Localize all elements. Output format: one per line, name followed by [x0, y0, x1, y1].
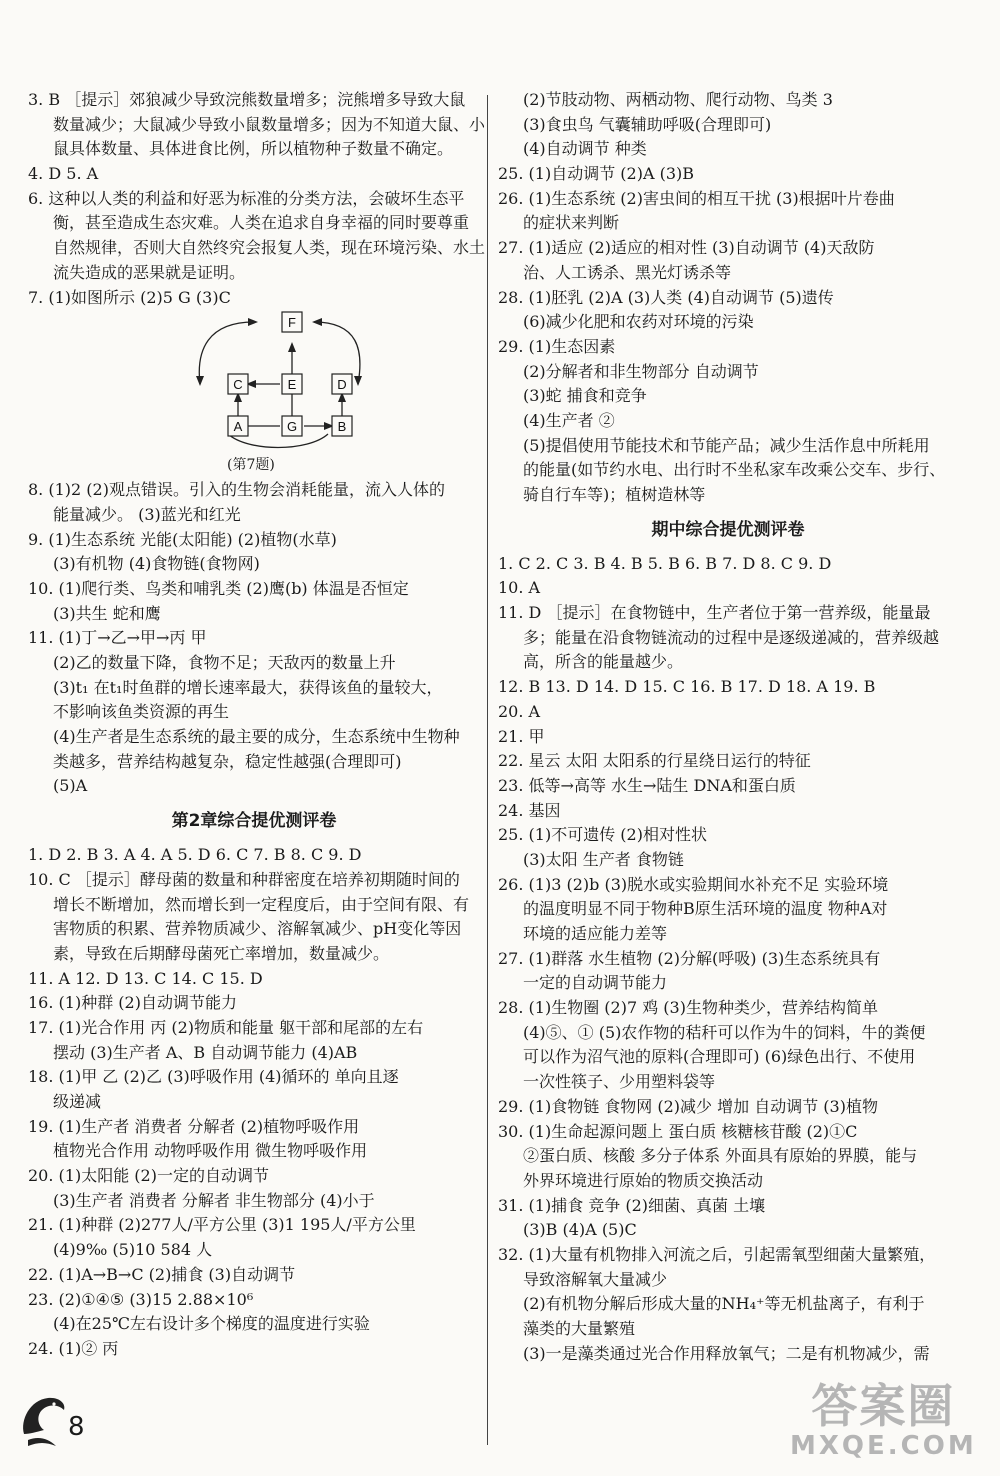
answer-line: (3)生产者 消费者 分解者 非生物部分 (4)小于 [53, 1190, 375, 1210]
answer-line: 骑自行车等)；植树造林等 [523, 485, 706, 504]
answer-line: 18. (1)甲 乙 (2)乙 (3)呼吸作用 (4)循环的 单向且逐 [28, 1067, 399, 1087]
node-f: F [288, 315, 296, 331]
answer-line: 22. 星云 太阳 太阳系的行星绕日运行的特征 [498, 751, 811, 771]
answer-line: 9. (1)生态系统 光能(太阳能) (2)植物(水草) [28, 529, 337, 549]
answer-line: 外界环境进行原始的物质交换活动 [523, 1170, 764, 1190]
right-answers-top [498, 88, 958, 508]
answer-line: (5)A [53, 776, 88, 796]
column-divider [487, 95, 488, 1445]
answer-line: 27. (1)适应 (2)适应的相对性 (3)自动调节 (4)天敌防 [498, 238, 875, 258]
answer-line: 的症状来判断 [523, 213, 620, 233]
answer-line: 摆动 (3)生产者 A、B 自动调节能力 (4)AB [53, 1042, 358, 1062]
answer-line: 环境的适应能力差等 [523, 924, 668, 943]
answer-line: (3)太阳 生产者 食物链 [523, 849, 684, 869]
answer-line: 8. (1)2 (2)观点错误。引入的生物会消耗能量，流入人体的 [28, 480, 445, 500]
answer-line: 4. D 5. A [28, 164, 99, 184]
midterm-test-title: 期中综合提优测评卷 [651, 519, 805, 540]
answer-line: 11. (1)丁→乙→甲→丙 甲 [28, 628, 207, 648]
answer-line: 植物光合作用 动物呼吸作用 微生物呼吸作用 [53, 1141, 368, 1161]
answer-line: 导致溶解氧大量减少 [523, 1269, 668, 1289]
answer-line: (2)分解者和非生物部分 自动调节 [523, 361, 759, 381]
answer-line: (3)B (4)A (5)C [523, 1220, 637, 1240]
answer-line: 一次性筷子、少用塑料袋等 [523, 1072, 716, 1092]
watermark-url: MXQE.COM [790, 1431, 977, 1461]
answer-line: (3)蛇 捕食和竞争 [523, 386, 647, 406]
answer-line: 26. (1)3 (2)b (3)脱水或实验期间水补充不足 实验环境 [498, 874, 889, 894]
answer-line: (3)共生 蛇和鹰 [53, 603, 161, 623]
watermark-logo [790, 1380, 977, 1460]
answer-line: 27. (1)群落 水生植物 (2)分解(呼吸) (3)生态系统具有 [498, 948, 881, 968]
node-g: G [286, 419, 298, 435]
answer-line: 20. A [498, 701, 541, 721]
answer-line: 32. (1)大量有机物排入河流之后，引起需氧型细菌大量繁殖， [498, 1244, 936, 1264]
node-e: E [287, 377, 297, 393]
answer-line: 11. A 12. D 13. C 14. C 15. D [28, 968, 263, 988]
answer-line: 12. B 13. D 14. D 15. C 16. B 17. D 18. A 19. B [498, 677, 876, 697]
answer-line: (2)乙的数量下降，食物不足；天敌丙的数量上升 [53, 653, 396, 672]
answer-line: 鼠具体数量、具体进食比例，所以植物种子数量不确定。 [53, 139, 454, 159]
answer-line: 31. (1)捕食 竞争 (2)细菌、真菌 土壤 [498, 1195, 766, 1215]
answer-line: 藻类的大量繁殖 [523, 1319, 636, 1338]
answer-line: 28. (1)生物圈 (2)7 鸡 (3)生物种类少，营养结构简单 [498, 998, 878, 1018]
answer-line: 11. D ［提示］在食物链中，生产者位于第一营养级，能量最 [498, 603, 931, 623]
answer-line: 3. B ［提示］郊狼减少导致浣熊数量增多；浣熊增多导致大鼠 [28, 90, 466, 109]
left-column [28, 88, 486, 1362]
node-c: C [233, 377, 243, 393]
answer-line: (5)提倡使用节能技术和节能产品；减少生活作息中所耗用 [523, 435, 930, 455]
food-web-diagram [188, 310, 368, 452]
figure-caption: (第7题) [227, 457, 275, 474]
answer-line: 多；能量在沿食物链流动的过程中是逐级递减的，营养级越 [523, 627, 940, 647]
answer-line: 23. (2)①④⑤ (3)15 2.88×10⁶ [28, 1289, 254, 1309]
question7-figure [28, 310, 480, 452]
answer-line: (2)节肢动物、两栖动物、爬行动物、鸟类 3 [523, 90, 833, 109]
answer-line: 治、人工诱杀、黑光灯诱杀等 [523, 262, 732, 282]
answer-line: (2)有机物分解后形成大量的NH₄⁺等无机盐离子，有利于 [523, 1294, 925, 1314]
answer-line: 素，导致在后期酵母菌死亡率增加，数量减少。 [53, 943, 390, 963]
page-number: 8 [68, 1412, 85, 1442]
answer-line: 29. (1)生态因素 [498, 336, 616, 356]
answer-line: 21. 甲 [498, 726, 545, 746]
answer-line: 23. 低等→高等 水生→陆生 DNA和蛋白质 [498, 775, 796, 795]
dolphin-logo-icon [18, 1390, 70, 1456]
node-a: A [233, 419, 243, 435]
answer-line: (3)一是藻类通过光合作用释放氧气；二是有机物减少，需 [523, 1343, 930, 1363]
answer-line: 10. A [498, 578, 541, 598]
answer-line: 可以作为沼气池的原料(合理即可) (6)绿色出行、不使用 [523, 1047, 916, 1067]
chapter2-answers [28, 843, 480, 1361]
answer-line: (3)t₁ 在t₁时鱼群的增长速率最大，获得该鱼的量较大， [53, 677, 443, 697]
answer-line: 能量减少。 (3)蓝光和红光 [53, 504, 241, 524]
answer-line: 一定的自动调节能力 [523, 973, 668, 993]
midterm-answers [498, 552, 958, 1367]
answer-line: 的温度明显不同于物种B原生活环境的温度 物种A对 [523, 899, 888, 919]
watermark-text: 答案圈 [811, 1379, 956, 1433]
answer-line: 流失造成的恶果就是证明。 [53, 262, 246, 282]
answer-line: 自然规律，否则大自然终究会报复人类，现在环境污染、水土 [53, 238, 486, 258]
answer-line: 衡，甚至造成生态灾难。人类在追求自身幸福的同时要尊重 [53, 213, 470, 233]
answer-line: 7. (1)如图所示 (2)5 G (3)C [28, 287, 231, 307]
left-answers-top [28, 88, 486, 310]
answer-line: 24. (1)② 丙 [28, 1338, 119, 1358]
left-answers-middle [28, 478, 480, 799]
answer-line: (4)自动调节 种类 [523, 139, 647, 159]
answer-line: (4)生产者 ② [523, 410, 615, 430]
answer-line: ②蛋白质、核酸 多分子体系 外面具有原始的界膜，能与 [523, 1146, 918, 1166]
answer-line: (4)⑤、① (5)农作物的秸秆可以作为牛的饲料，牛的粪便 [523, 1022, 926, 1042]
answer-line: 28. (1)胚乳 (2)A (3)人类 (4)自动调节 (5)遗传 [498, 287, 834, 307]
answer-line: (4)9‰ (5)10 584 人 [53, 1240, 213, 1260]
answer-line: 1. D 2. B 3. A 4. A 5. D 6. C 7. B 8. C 9. D [28, 845, 362, 865]
answer-line: (6)减少化肥和农药对环境的污染 [523, 312, 754, 332]
answer-line: 数量减少；大鼠减少导致小鼠数量增多；因为不知道大鼠、小 [53, 114, 486, 134]
answer-line: 20. (1)太阳能 (2)一定的自动调节 [28, 1166, 269, 1186]
answer-line: 21. (1)种群 (2)277人/平方公里 (3)1 195人/平方公里 [28, 1215, 416, 1235]
answer-line: 级递减 [53, 1092, 102, 1111]
answer-line: 22. (1)A→B→C (2)捕食 (3)自动调节 [28, 1264, 296, 1284]
answer-line: 26. (1)生态系统 (2)害虫间的相互干扰 (3)根据叶片卷曲 [498, 188, 895, 208]
answer-line: 24. 基因 [498, 800, 561, 820]
answer-line: 25. (1)自动调节 (2)A (3)B [498, 164, 695, 184]
answer-line: (3)有机物 (4)食物链(食物网) [53, 554, 260, 574]
answer-line: 害物质的积累、营养物质减少、溶解氧减少、pH变化等因 [53, 919, 462, 939]
answer-line: 不影响该鱼类资源的再生 [53, 702, 230, 722]
answer-line: 增长不断增加，然而增长到一定程度后，由于空间有限、有 [53, 894, 470, 914]
answer-line: 17. (1)光合作用 丙 (2)物质和能量 躯干部和尾部的左右 [28, 1017, 424, 1037]
node-d: D [337, 377, 347, 393]
answer-line: (3)食虫鸟 气囊辅助呼吸(合理即可) [523, 114, 772, 134]
chapter2-test-title: 第2章综合提优测评卷 [171, 811, 337, 832]
answer-line: 1. C 2. C 3. B 4. B 5. B 6. B 7. D 8. C 9. D [498, 553, 832, 573]
right-column [498, 88, 958, 1366]
answer-line: 高，所含的能量越少。 [523, 652, 684, 672]
node-b: B [337, 419, 347, 435]
answer-line: 6. 这种以人类的利益和好恶为标准的分类方法，会破坏生态平 [28, 188, 465, 208]
answer-line: 类越多，营养结构越复杂，稳定性越强(合理即可) [53, 751, 402, 771]
answer-line: 10. C ［提示］酵母菌的数量和种群密度在培养初期随时间的 [28, 869, 460, 889]
answer-line: (4)生产者是生态系统的最主要的成分，生态系统中生物种 [53, 727, 460, 747]
answer-line: 16. (1)种群 (2)自动调节能力 [28, 993, 237, 1013]
answer-line: 19. (1)生产者 消费者 分解者 (2)植物呼吸作用 [28, 1116, 360, 1136]
answer-line: 25. (1)不可遗传 (2)相对性状 [498, 825, 707, 845]
answer-line: 29. (1)食物链 食物网 (2)减少 增加 自动调节 (3)植物 [498, 1096, 878, 1116]
answer-line: 的能量(如节约水电、出行时不坐私家车改乘公交车、步行、 [523, 460, 946, 480]
answer-line: 10. (1)爬行类、鸟类和哺乳类 (2)鹰(b) 体温是否恒定 [28, 578, 409, 598]
answer-line: (4)在25℃左右设计多个梯度的温度进行实验 [53, 1314, 370, 1334]
answer-line: 30. (1)生命起源问题上 蛋白质 核糖核苷酸 (2)①C [498, 1121, 858, 1141]
